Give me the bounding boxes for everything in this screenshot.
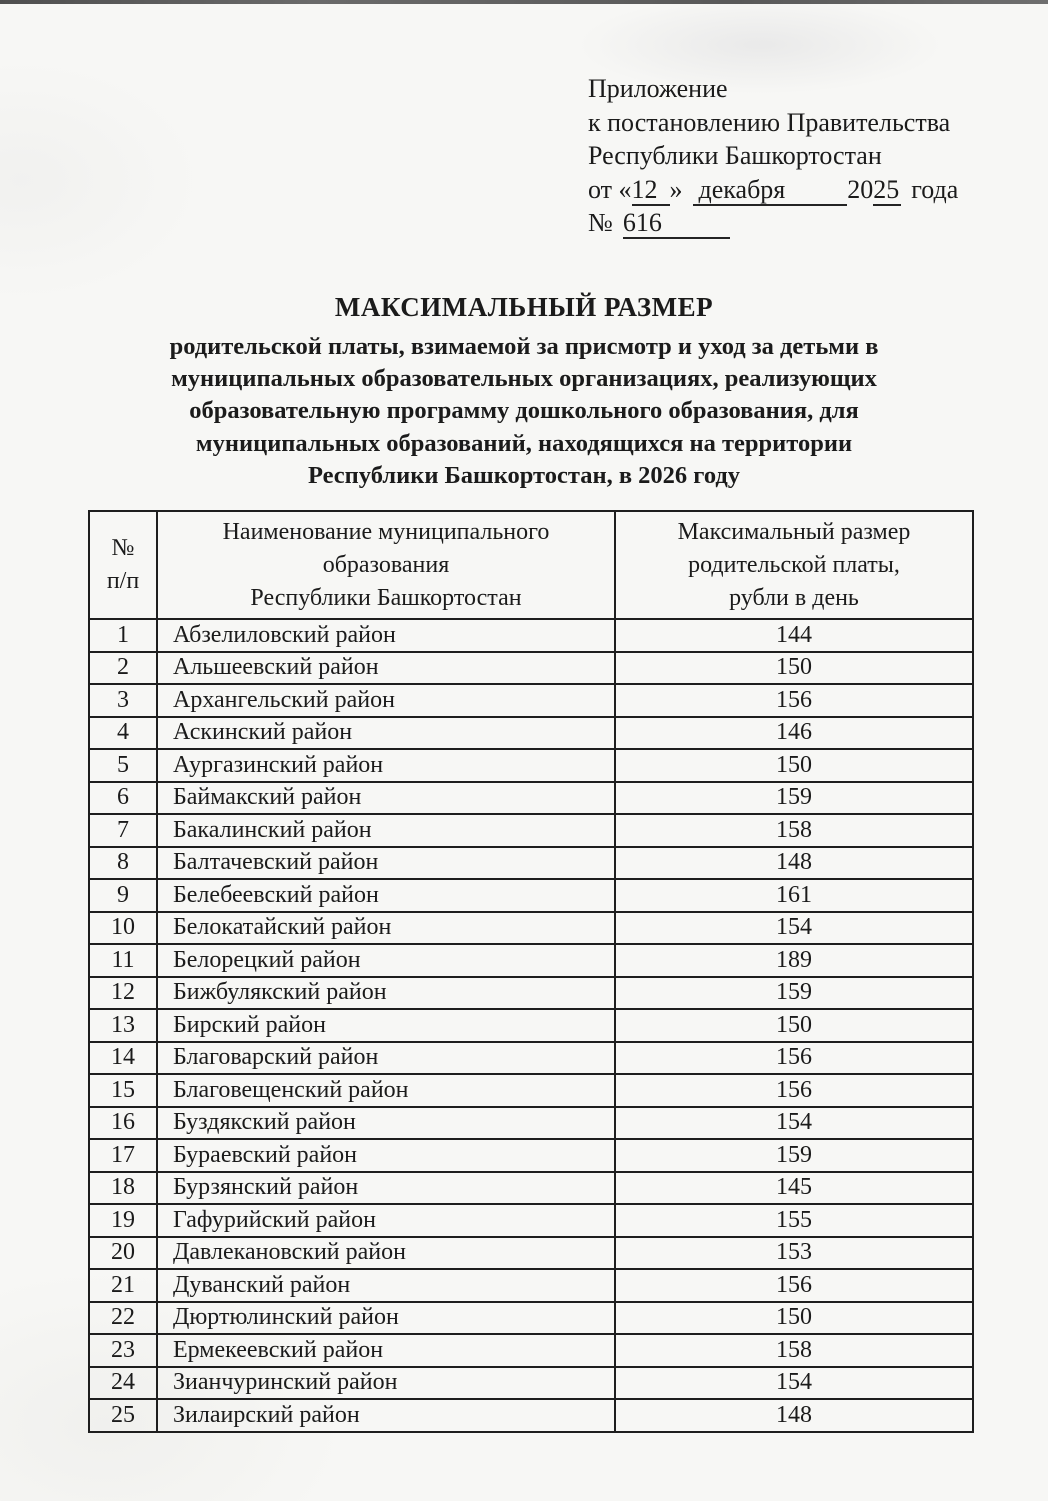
- column-header-name-line: образования: [322, 551, 450, 578]
- district-name: Буздякский район: [157, 1107, 615, 1140]
- row-number: 18: [89, 1172, 157, 1205]
- district-name: Белебеевский район: [157, 879, 615, 912]
- district-name: Аскинский район: [157, 717, 615, 750]
- date-suffix: года: [911, 174, 959, 204]
- document-subtitle-line: Республики Башкортостан, в 2026 году: [307, 461, 741, 489]
- fee-value: 155: [615, 1204, 973, 1237]
- table-body: [89, 619, 973, 1432]
- table-row: [89, 782, 973, 815]
- district-name: Альшеевский район: [157, 652, 615, 685]
- scan-edge-artifact: [0, 0, 1048, 4]
- fee-value: 161: [615, 879, 973, 912]
- table-row: [89, 1042, 973, 1075]
- annex-line: Республики Башкортостан: [588, 141, 882, 170]
- column-header-name: [157, 511, 615, 619]
- annex-reference-block: [588, 72, 1008, 240]
- fee-value: 144: [615, 619, 973, 652]
- document-subtitle-line: образовательную программу дошкольного образования, для: [189, 397, 859, 425]
- document-subtitle-line: муниципальных образовательных организациях, реализующих: [171, 365, 877, 393]
- row-number: 15: [89, 1074, 157, 1107]
- row-number: 3: [89, 684, 157, 717]
- fee-value: 148: [615, 1399, 973, 1432]
- annex-number-line: [588, 206, 1008, 240]
- table-row: [89, 814, 973, 847]
- row-number: 11: [89, 944, 157, 977]
- fee-value: 156: [615, 684, 973, 717]
- row-number: 1: [89, 619, 157, 652]
- fee-value: 189: [615, 944, 973, 977]
- district-name: Дюртюлинский район: [157, 1302, 615, 1335]
- table-row: [89, 1269, 973, 1302]
- table-row: [89, 717, 973, 750]
- district-name: Дуванский район: [157, 1269, 615, 1302]
- column-header-value-line: родительской платы,: [688, 551, 900, 578]
- date-quote-close: »: [669, 174, 683, 204]
- table-row: [89, 977, 973, 1010]
- district-name: Абзелиловский район: [157, 619, 615, 652]
- row-number: 14: [89, 1042, 157, 1075]
- row-number: 4: [89, 717, 157, 750]
- fee-value: 150: [615, 749, 973, 782]
- fee-value: 154: [615, 912, 973, 945]
- row-number: 17: [89, 1139, 157, 1172]
- row-number: 8: [89, 847, 157, 880]
- table-row: [89, 1074, 973, 1107]
- fee-value: 158: [615, 1334, 973, 1367]
- district-name: Благовещенский район: [157, 1074, 615, 1107]
- annex-line: Приложение: [588, 74, 728, 103]
- row-number: 7: [89, 814, 157, 847]
- fee-value: 159: [615, 782, 973, 815]
- column-header-num-line: №: [111, 535, 135, 561]
- district-name: Бакалинский район: [157, 814, 615, 847]
- fee-value: 154: [615, 1107, 973, 1140]
- row-number: 21: [89, 1269, 157, 1302]
- date-prefix: от «: [588, 174, 632, 204]
- district-name: Бурзянский район: [157, 1172, 615, 1205]
- table-row: [89, 1204, 973, 1237]
- row-number: 23: [89, 1334, 157, 1367]
- table-row: [89, 912, 973, 945]
- district-name: Благоварский район: [157, 1042, 615, 1075]
- table-row: [89, 1367, 973, 1400]
- table-row: [89, 879, 973, 912]
- table-row: [89, 684, 973, 717]
- row-number: 20: [89, 1237, 157, 1270]
- district-name: Бураевский район: [157, 1139, 615, 1172]
- column-header-num-line: п/п: [106, 568, 140, 594]
- district-name: Давлекановский район: [157, 1237, 615, 1270]
- fee-value: 153: [615, 1237, 973, 1270]
- fee-value: 156: [615, 1042, 973, 1075]
- district-name: Архангельский район: [157, 684, 615, 717]
- row-number: 13: [89, 1009, 157, 1042]
- row-number: 9: [89, 879, 157, 912]
- column-header-num: [89, 511, 157, 619]
- date-year-prefix: 20: [847, 174, 874, 204]
- district-name: Белокатайский район: [157, 912, 615, 945]
- fee-value: 146: [615, 717, 973, 750]
- date-month-filled: декабря: [693, 175, 848, 206]
- table-row: [89, 1172, 973, 1205]
- table-row: [89, 1009, 973, 1042]
- fee-value: 145: [615, 1172, 973, 1205]
- district-name: Зианчуринский район: [157, 1367, 615, 1400]
- table-row: [89, 619, 973, 652]
- fee-value: 148: [615, 847, 973, 880]
- fee-value: 150: [615, 1302, 973, 1335]
- table-row: [89, 944, 973, 977]
- table-row: [89, 1302, 973, 1335]
- table-row: [89, 1107, 973, 1140]
- number-label: №: [588, 208, 613, 237]
- fee-value: 150: [615, 1009, 973, 1042]
- annex-date-line: [588, 173, 1008, 207]
- annex-line: к постановлению Правительства: [588, 107, 951, 137]
- number-value-filled: 616: [623, 208, 730, 239]
- column-header-value-line: рубли в день: [729, 584, 859, 611]
- fee-value: 159: [615, 1139, 973, 1172]
- table-row: [89, 1139, 973, 1172]
- district-name: Аургазинский район: [157, 749, 615, 782]
- district-name: Белорецкий район: [157, 944, 615, 977]
- row-number: 12: [89, 977, 157, 1010]
- document-main-title: МАКСИМАЛЬНЫЙ РАЗМЕР: [334, 292, 714, 322]
- district-name: Бижбулякский район: [157, 977, 615, 1010]
- row-number: 6: [89, 782, 157, 815]
- row-number: 25: [89, 1399, 157, 1432]
- row-number: 19: [89, 1204, 157, 1237]
- row-number: 22: [89, 1302, 157, 1335]
- column-header-value: [615, 511, 973, 619]
- fee-value: 158: [615, 814, 973, 847]
- fee-value: 156: [615, 1269, 973, 1302]
- fees-table: [88, 510, 974, 1433]
- table-row: [89, 1399, 973, 1432]
- date-day-filled: 12: [632, 175, 670, 206]
- fee-value: 150: [615, 652, 973, 685]
- district-name: Баймакский район: [157, 782, 615, 815]
- document-title-block: [94, 292, 954, 492]
- document-subtitle-line: родительской платы, взимаемой за присмотр и уход за детьми в: [169, 333, 879, 360]
- date-year-filled: 25: [873, 174, 900, 204]
- district-name: Зилаирский район: [157, 1399, 615, 1432]
- district-name: Гафурийский район: [157, 1204, 615, 1237]
- row-number: 16: [89, 1107, 157, 1140]
- fee-value: 159: [615, 977, 973, 1010]
- table-row: [89, 1237, 973, 1270]
- row-number: 5: [89, 749, 157, 782]
- district-name: Балтачевский район: [157, 847, 615, 880]
- document-subtitle-line: муниципальных образований, находящихся на территории: [195, 429, 853, 457]
- district-name: Бирский район: [157, 1009, 615, 1042]
- fee-value: 154: [615, 1367, 973, 1400]
- column-header-name-line: Наименование муниципального: [222, 518, 550, 545]
- table-row: [89, 652, 973, 685]
- fee-value: 156: [615, 1074, 973, 1107]
- column-header-value-line: Максимальный размер: [677, 518, 911, 545]
- table-row: [89, 749, 973, 782]
- district-name: Ермекеевский район: [157, 1334, 615, 1367]
- row-number: 10: [89, 912, 157, 945]
- table-header-row: [89, 511, 973, 619]
- row-number: 24: [89, 1367, 157, 1400]
- table-row: [89, 847, 973, 880]
- row-number: 2: [89, 652, 157, 685]
- table-row: [89, 1334, 973, 1367]
- column-header-name-line: Республики Башкортостан: [250, 584, 522, 611]
